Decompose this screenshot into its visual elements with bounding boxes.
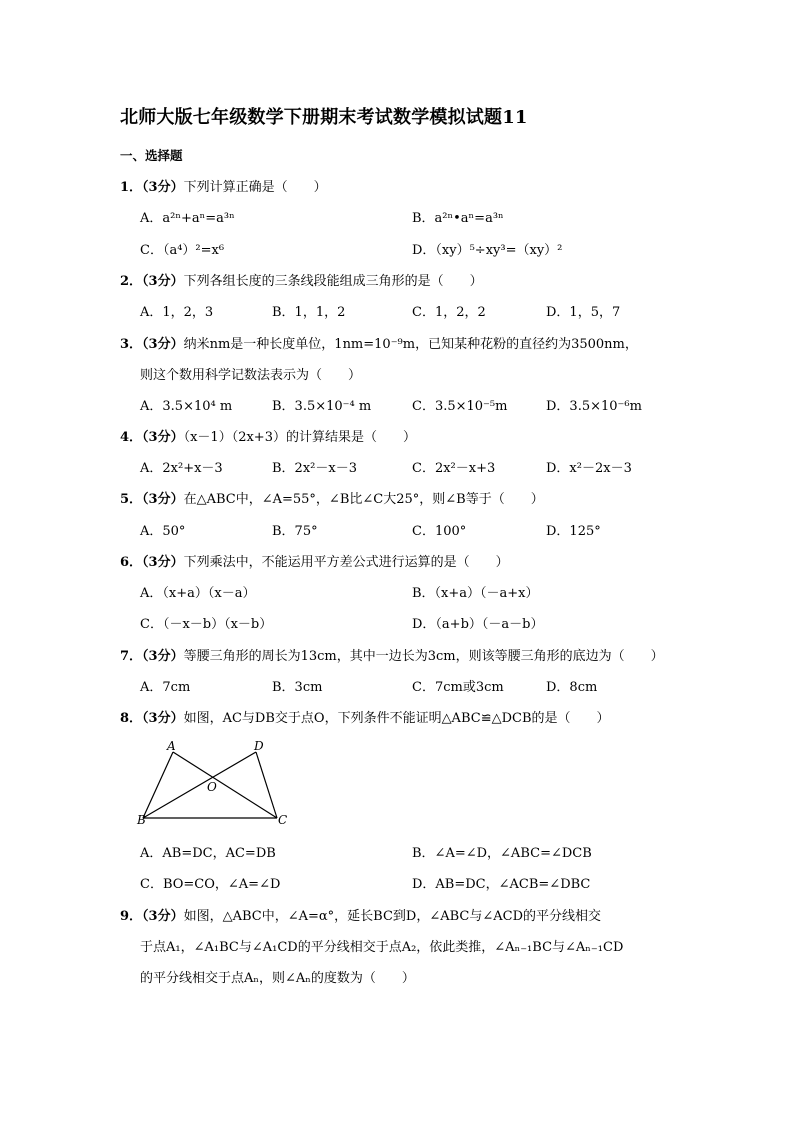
label-c: C <box>278 813 288 827</box>
question-number: 5． <box>120 492 143 507</box>
label-o: O <box>207 780 217 794</box>
question-4 <box>120 426 416 445</box>
q8-option-d: D．AB=DC，∠ACB=∠DBC <box>412 877 591 892</box>
question-1 <box>120 176 327 195</box>
question-number: 8． <box>120 711 143 726</box>
q6-option-a: A．（x+a）（x－a） <box>140 586 256 601</box>
question-score: （3分） <box>142 492 184 507</box>
q3-option-b: B．3.5×10⁻⁴ m <box>272 399 372 414</box>
question-7 <box>120 645 664 664</box>
q4-option-a: A．2x²+x－3 <box>140 461 223 476</box>
label-a: A <box>167 739 176 753</box>
segment-db <box>143 752 256 818</box>
q6-option-d: D．（a+b）（－a－b） <box>412 617 544 632</box>
section-heading: 一、选择题 <box>120 148 183 163</box>
question-number: 9． <box>120 909 143 924</box>
q5-option-b: B．75° <box>272 524 318 539</box>
q4-option-c: C．2x²－x+3 <box>412 461 496 476</box>
question-number: 1． <box>120 180 143 195</box>
q7-option-b: B．3cm <box>272 680 323 695</box>
q3-option-c: C．3.5×10⁻⁵m <box>412 399 508 414</box>
question-text: 纳米nm是一种长度单位，1nm=10⁻⁹m，已知某种花粉的直径约为3500nm， <box>183 337 638 352</box>
segment-ab <box>143 752 173 818</box>
q9-continuation-2: 的平分线相交于点Aₙ，则∠Aₙ的度数为（ ） <box>140 971 415 986</box>
question-text: 下列各组长度的三条线段能组成三角形的是（ ） <box>183 274 483 289</box>
segment-ac <box>173 752 277 818</box>
q7-option-a: A．7cm <box>140 680 191 695</box>
q1-option-b: B．a²ⁿ•aⁿ=a³ⁿ <box>412 211 504 226</box>
q5-option-c: C．100° <box>412 524 467 539</box>
question-5 <box>120 488 544 507</box>
label-b: B <box>137 813 146 827</box>
q3-option-d: D．3.5×10⁻⁶m <box>546 399 642 414</box>
q2-option-c: C．1，2，2 <box>412 305 486 320</box>
question-number: 7． <box>120 649 143 664</box>
q3-option-a: A．3.5×10⁴ m <box>140 399 233 414</box>
q7-option-c: C．7cm或3cm <box>412 680 504 695</box>
question-score: （3分） <box>142 180 184 195</box>
question-2 <box>120 270 483 289</box>
q6-option-c: C．（－x－b）（x－b） <box>140 617 273 632</box>
q8-option-b: B．∠A=∠D，∠ABC=∠DCB <box>412 846 592 861</box>
question-number: 4． <box>120 430 143 445</box>
question-6 <box>120 551 509 570</box>
q5-option-a: A．50° <box>140 524 186 539</box>
q3-continuation: 则这个数用科学记数法表示为（ ） <box>140 368 362 383</box>
question-text: 如图，△ABC中，∠A=α°，延长BC到D，∠ABC与∠ACD的平分线相交 <box>183 909 602 924</box>
question-text: 下列计算正确是（ ） <box>183 180 327 195</box>
q5-option-d: D．125° <box>546 524 601 539</box>
question-number: 2． <box>120 274 143 289</box>
q8-option-c: C．BO=CO，∠A=∠D <box>140 877 281 892</box>
question-text: 在△ABC中，∠A=55°，∠B比∠C大25°，则∠B等于（ ） <box>183 492 544 507</box>
q2-option-a: A．1，2，3 <box>140 305 214 320</box>
question-number: 3． <box>120 337 143 352</box>
question-score: （3分） <box>142 274 184 289</box>
question-8 <box>120 707 610 726</box>
q4-option-b: B．2x²－x－3 <box>272 461 357 476</box>
q2-option-b: B．1，1，2 <box>272 305 346 320</box>
question-score: （3分） <box>142 909 184 924</box>
q1-option-d: D．（xy）⁵÷xy³=（xy）² <box>412 243 563 258</box>
question-score: （3分） <box>142 337 184 352</box>
q6-option-b: B．（x+a）（－a+x） <box>412 586 539 601</box>
question-9 <box>120 905 601 924</box>
question-score: （3分） <box>142 555 184 570</box>
q1-option-c: C．（a⁴）²=x⁶ <box>140 243 225 258</box>
segment-dc <box>256 752 277 818</box>
question-score: （3分） <box>142 711 184 726</box>
question-text: （x－1）（2x+3）的计算结果是（ ） <box>183 430 416 445</box>
q7-option-d: D．8cm <box>546 680 598 695</box>
question-score: （3分） <box>142 649 184 664</box>
question-text: 下列乘法中，不能运用平方差公式进行运算的是（ ） <box>183 555 509 570</box>
q2-option-d: D．1，5，7 <box>546 305 621 320</box>
q9-continuation: 于点A₁，∠A₁BC与∠A₁CD的平分线相交于点A₂，依此类推，∠Aₙ₋₁BC与∠Aₙ₋₁CD <box>140 940 624 955</box>
question-text: 等腰三角形的周长为13cm，其中一边长为3cm，则该等腰三角形的底边为（ ） <box>183 649 664 664</box>
question-score: （3分） <box>142 430 184 445</box>
q1-option-a: A．a²ⁿ+aⁿ=a³ⁿ <box>140 211 235 226</box>
q8-option-a: A．AB=DC，AC=DB <box>140 846 276 861</box>
page-title: 北师大版七年级数学下册期末考试数学模拟试题11 <box>120 107 528 128</box>
question-number: 6． <box>120 555 143 570</box>
question-3 <box>120 333 638 352</box>
label-d: D <box>254 739 264 753</box>
triangle-figure <box>135 738 295 830</box>
question-text: 如图，AC与DB交于点O，下列条件不能证明△ABC≌△DCB的是（ ） <box>183 711 610 726</box>
q4-option-d: D．x²－2x－3 <box>546 461 632 476</box>
